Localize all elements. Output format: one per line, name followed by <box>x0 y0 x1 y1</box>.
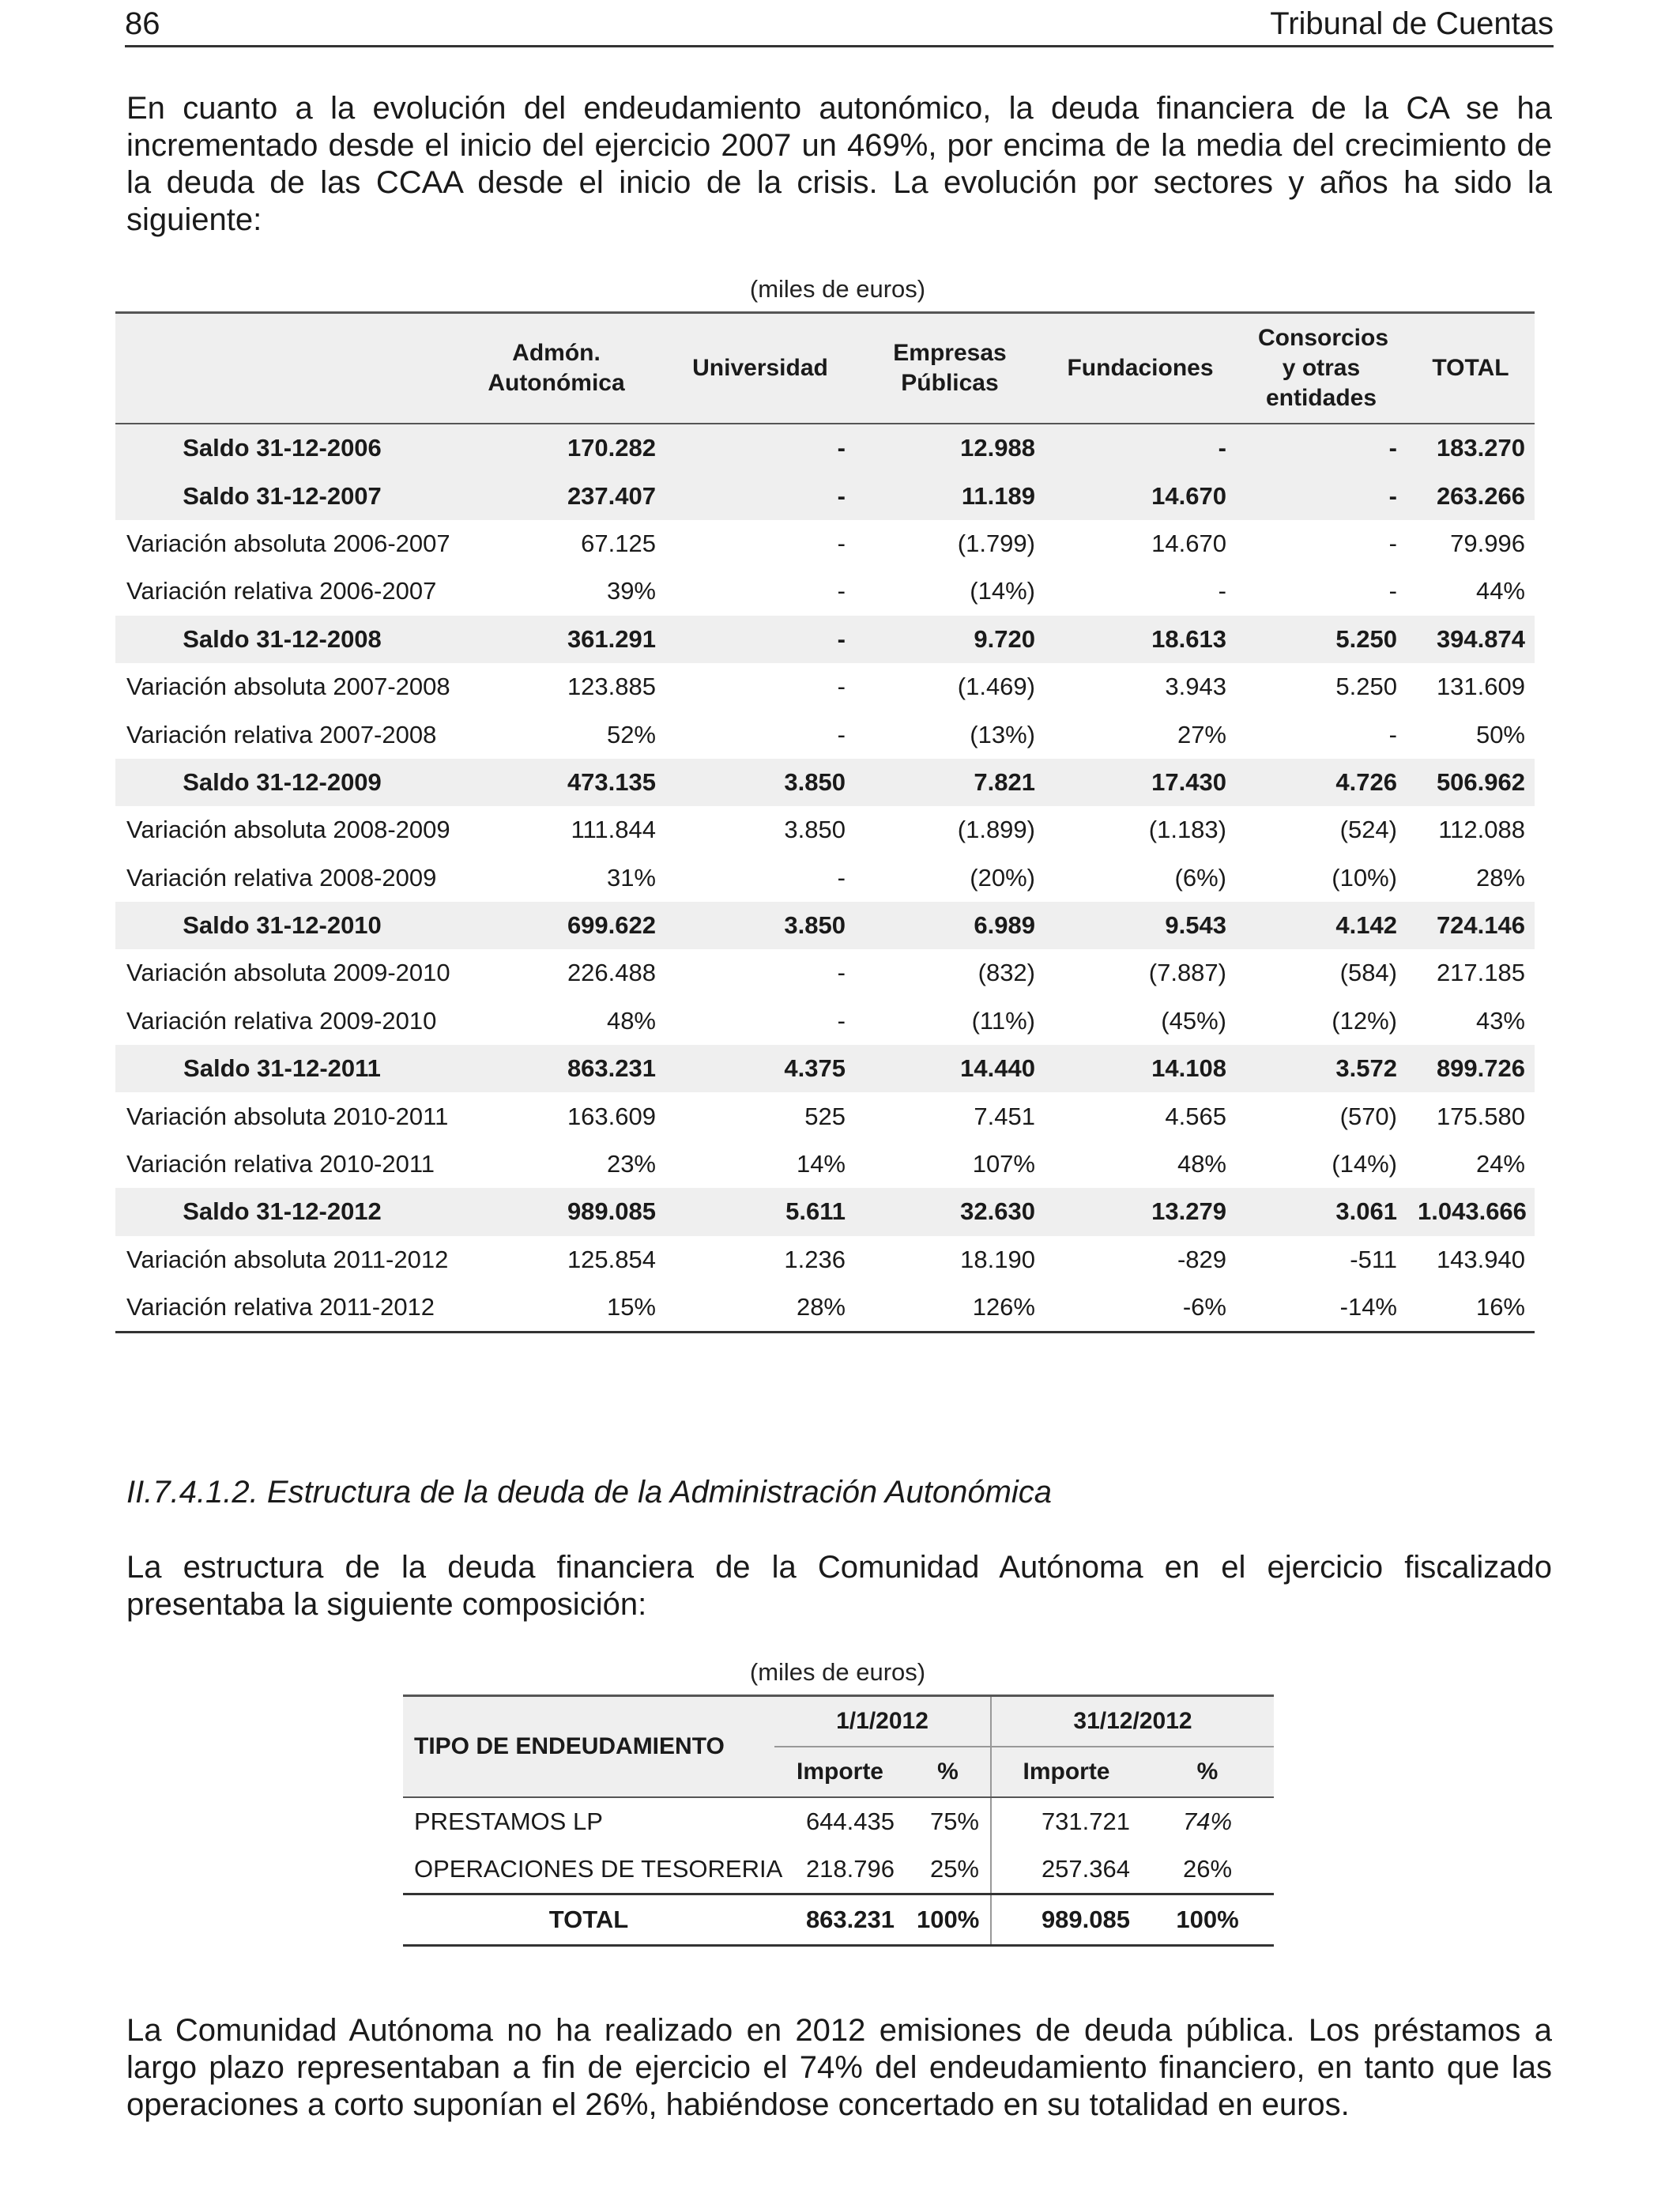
cell: 75% <box>929 1808 979 1835</box>
cell: (6%) <box>1174 863 1226 892</box>
cell: 473.135 <box>447 759 665 806</box>
row-label: OPERACIONES DE TESORERIA <box>414 1855 783 1883</box>
cell: 13.279 <box>1045 1188 1236 1235</box>
variation-row <box>115 854 1535 902</box>
cell: 4.375 <box>665 1045 855 1092</box>
cell: 9.720 <box>855 616 1045 663</box>
cell: 67.125 <box>581 529 656 557</box>
cell: 143.940 <box>1436 1245 1525 1273</box>
cell: (1.799) <box>957 529 1035 557</box>
cell: 7.821 <box>855 759 1045 806</box>
cell: 5.611 <box>665 1188 855 1235</box>
cell: (14%) <box>970 577 1035 605</box>
cell: (13%) <box>970 720 1035 748</box>
pct-header: % <box>906 1747 991 1797</box>
cell: 9.543 <box>1045 902 1236 949</box>
cell: 48% <box>1177 1150 1226 1178</box>
structure-paragraph: La estructura de la deuda financiera de la Comunidad Autónoma en el ejercicio fiscalizado presentaba la siguiente composición: <box>126 1550 1552 1622</box>
cell: 52% <box>606 720 656 748</box>
importe-header: Importe <box>774 1747 906 1797</box>
table2-header-row <box>403 1696 1274 1747</box>
cell: 28% <box>796 1293 846 1321</box>
cell: - <box>1388 529 1397 557</box>
cell: 43% <box>1475 1006 1525 1035</box>
cell: 14.108 <box>1045 1045 1236 1092</box>
cell: 14.670 <box>1151 529 1226 557</box>
date2-header: 31/12/2012 <box>991 1696 1274 1747</box>
cell: - <box>1218 577 1226 605</box>
table1-units: (miles de euros) <box>749 275 926 303</box>
row-label: Variación absoluta 2010-2011 <box>126 1102 449 1130</box>
cell: 989.085 <box>447 1188 665 1235</box>
cell: - <box>1045 424 1236 472</box>
variation-row <box>115 949 1535 997</box>
cell: 226.488 <box>567 959 656 987</box>
cell: - <box>837 863 846 892</box>
publisher-name: Tribunal de Cuentas <box>1270 6 1554 41</box>
cell: 3.061 <box>1236 1188 1407 1235</box>
cell: (20%) <box>970 863 1035 892</box>
row-label: TOTAL <box>403 1894 774 1946</box>
row-label: Variación relativa 2007-2008 <box>126 720 437 748</box>
cell: 6.989 <box>855 902 1045 949</box>
row-label: Variación relativa 2008-2009 <box>126 863 437 892</box>
row-label: Variación absoluta 2009-2010 <box>126 959 450 987</box>
cell: 218.796 <box>805 1855 895 1883</box>
cell: 4.726 <box>1236 759 1407 806</box>
row-label: Saldo 31-12-2007 <box>115 472 447 519</box>
row-label: Variación relativa 2010-2011 <box>126 1150 435 1178</box>
section-title: II.7.4.1.2. Estructura de la deuda de la Administración Autonómica <box>126 1475 1053 1510</box>
row-label: Variación absoluta 2006-2007 <box>126 529 450 557</box>
cell: - <box>1388 577 1397 605</box>
table-row <box>403 1845 1274 1894</box>
intro-paragraph: En cuanto a la evolución del endeudamiento autonómico, la deuda financiera de la CA se ha incrementado desde el inicio del ejercicio 2007 un 469%, por encima de la media del crecimiento de la deuda de las CCAA desde el inicio de la crisis. La evolución por sectores y años ha sido la siguiente: <box>126 91 1552 237</box>
cell: (10%) <box>1332 863 1397 892</box>
cell: 644.435 <box>805 1808 895 1835</box>
cell: - <box>665 424 855 472</box>
pct-header: % <box>1141 1747 1274 1797</box>
cell: 3.850 <box>784 816 846 844</box>
cell: (1.469) <box>957 673 1035 701</box>
cell: 163.609 <box>567 1102 656 1130</box>
variation-row <box>115 1236 1535 1284</box>
cell: 44% <box>1475 577 1525 605</box>
cell: (1.899) <box>957 816 1035 844</box>
cell: 863.231 <box>447 1045 665 1092</box>
table1-header-cell: Admón. Autonómica <box>447 313 665 424</box>
cell: 16% <box>1475 1293 1525 1321</box>
cell: - <box>665 472 855 519</box>
cell: 23% <box>606 1150 656 1178</box>
cell: (832) <box>977 959 1035 987</box>
cell: 899.726 <box>1407 1045 1535 1092</box>
cell: - <box>837 1006 846 1035</box>
row-label: Saldo 31-12-2011 <box>115 1045 447 1092</box>
variation-row <box>115 997 1535 1045</box>
cell: 100% <box>1141 1894 1274 1946</box>
page-number: 86 <box>125 6 160 41</box>
cell: 26% <box>1182 1855 1233 1883</box>
cell: 14.440 <box>855 1045 1045 1092</box>
row-label: Variación absoluta 2011-2012 <box>126 1245 449 1273</box>
row-label: Saldo 31-12-2008 <box>115 616 447 663</box>
cell: 361.291 <box>447 616 665 663</box>
table1-header-cell: Empresas Públicas <box>855 313 1045 424</box>
cell: 28% <box>1475 863 1525 892</box>
variation-row <box>115 1284 1535 1333</box>
cell: -6% <box>1182 1293 1226 1321</box>
cell: 31% <box>606 863 656 892</box>
cell: 699.622 <box>447 902 665 949</box>
cell: -829 <box>1177 1245 1226 1273</box>
saldo-row <box>115 759 1535 806</box>
cell: - <box>1388 720 1397 748</box>
cell: 24% <box>1475 1150 1525 1178</box>
cell: 32.630 <box>855 1188 1045 1235</box>
cell: 217.185 <box>1436 959 1525 987</box>
cell: 17.430 <box>1045 759 1236 806</box>
cell: 14% <box>796 1150 846 1178</box>
variation-row <box>115 567 1535 615</box>
cell: 107% <box>972 1150 1035 1178</box>
variation-row <box>115 520 1535 567</box>
total-row <box>403 1894 1274 1946</box>
saldo-row <box>115 902 1535 949</box>
cell: - <box>837 577 846 605</box>
cell: 14.670 <box>1045 472 1236 519</box>
saldo-row <box>115 472 1535 519</box>
row-label: Saldo 31-12-2010 <box>115 902 447 949</box>
row-label: Variación relativa 2006-2007 <box>126 577 437 605</box>
cell: 27% <box>1177 720 1226 748</box>
closing-paragraph: La Comunidad Autónoma no ha realizado en 2012 emisiones de deuda pública. Los préstamos a largo plazo representaban a fin de ejercicio el 74% del endeudamiento financiero, en tanto que las operaciones a corto suponían el 26%, habiéndose concertado en su totalidad en euros. <box>126 2013 1552 2122</box>
cell: 18.190 <box>960 1245 1035 1273</box>
cell: (12%) <box>1332 1006 1397 1035</box>
table1-header-cell: TOTAL <box>1407 313 1535 424</box>
cell: 12.988 <box>855 424 1045 472</box>
cell: 50% <box>1475 720 1525 748</box>
cell: 25% <box>929 1855 979 1883</box>
cell: 4.565 <box>1165 1102 1226 1130</box>
cell: (45%) <box>1161 1006 1226 1035</box>
cell: 175.580 <box>1436 1102 1525 1130</box>
variation-row <box>115 711 1535 758</box>
cell: 3.572 <box>1236 1045 1407 1092</box>
row-label: Variación relativa 2009-2010 <box>126 1006 437 1035</box>
cell: (1.183) <box>1148 816 1226 844</box>
cell: 15% <box>606 1293 656 1321</box>
table2-units: (miles de euros) <box>749 1658 926 1686</box>
cell: 263.266 <box>1407 472 1535 519</box>
cell: 74% <box>1182 1808 1233 1835</box>
cell: 48% <box>606 1006 656 1035</box>
cell: 11.189 <box>855 472 1045 519</box>
saldo-row <box>115 1188 1535 1235</box>
cell: 3.850 <box>665 759 855 806</box>
cell: - <box>837 959 846 987</box>
table1-header-row <box>115 313 1535 424</box>
cell: 237.407 <box>447 472 665 519</box>
cell: (11%) <box>971 1006 1035 1035</box>
saldo-row <box>115 424 1535 472</box>
page-header <box>125 6 1554 47</box>
cell: 1.043.666 <box>1407 1188 1535 1235</box>
table1-header-cell: Universidad <box>665 313 855 424</box>
cell: - <box>837 529 846 557</box>
variation-row <box>115 806 1535 854</box>
cell: 111.844 <box>571 816 656 844</box>
cell: 100% <box>906 1894 991 1946</box>
cell: 126% <box>972 1293 1035 1321</box>
cell: (570) <box>1339 1102 1397 1130</box>
row-label: Variación relativa 2011-2012 <box>126 1293 435 1321</box>
cell: 125.854 <box>567 1245 656 1273</box>
table1-header-cell <box>115 313 447 424</box>
cell: - <box>837 673 846 701</box>
cell: (7.887) <box>1148 959 1226 987</box>
cell: 39% <box>606 577 656 605</box>
table1-body <box>115 424 1535 1333</box>
cell: 506.962 <box>1407 759 1535 806</box>
variation-row <box>115 1092 1535 1140</box>
cell: 79.996 <box>1450 529 1525 557</box>
cell: 394.874 <box>1407 616 1535 663</box>
saldo-row <box>115 1045 1535 1092</box>
debt-structure-table <box>403 1695 1274 1947</box>
table1-header-cell: Fundaciones <box>1045 313 1236 424</box>
importe-header: Importe <box>991 1747 1141 1797</box>
variation-row <box>115 1140 1535 1188</box>
cell: -14% <box>1339 1293 1397 1321</box>
row-label: Saldo 31-12-2009 <box>115 759 447 806</box>
row-label: PRESTAMOS LP <box>414 1808 603 1835</box>
row-label: Saldo 31-12-2012 <box>115 1188 447 1235</box>
debt-evolution-table <box>115 311 1535 1333</box>
cell: 18.613 <box>1045 616 1236 663</box>
cell: -511 <box>1350 1245 1397 1273</box>
cell: 7.451 <box>974 1102 1035 1130</box>
cell: 3.943 <box>1165 673 1226 701</box>
cell: 123.885 <box>567 673 656 701</box>
row-label: Variación absoluta 2008-2009 <box>126 816 450 844</box>
cell: 863.231 <box>774 1894 906 1946</box>
table-row <box>403 1797 1274 1845</box>
cell: - <box>1236 424 1407 472</box>
cell: 112.088 <box>1438 816 1525 844</box>
cell: (14%) <box>1332 1150 1397 1178</box>
cell: 724.146 <box>1407 902 1535 949</box>
cell: 1.236 <box>784 1245 846 1273</box>
cell: 525 <box>804 1102 846 1130</box>
cell: (584) <box>1339 959 1397 987</box>
date1-header: 1/1/2012 <box>774 1696 991 1747</box>
cell: 5.250 <box>1236 616 1407 663</box>
cell: 3.850 <box>665 902 855 949</box>
cell: 5.250 <box>1335 673 1397 701</box>
cell: - <box>1236 472 1407 519</box>
variation-row <box>115 663 1535 711</box>
cell: 257.364 <box>991 1845 1141 1894</box>
saldo-row <box>115 616 1535 663</box>
cell: 4.142 <box>1236 902 1407 949</box>
table1-header-cell: Consorcios y otras entidades <box>1236 313 1407 424</box>
row-label: Variación absoluta 2007-2008 <box>126 673 450 701</box>
row-label: Saldo 31-12-2006 <box>115 424 447 472</box>
cell: 989.085 <box>991 1894 1141 1946</box>
cell: 183.270 <box>1407 424 1535 472</box>
cell: - <box>837 720 846 748</box>
cell: - <box>665 616 855 663</box>
cell: 131.609 <box>1436 673 1525 701</box>
cell: 170.282 <box>447 424 665 472</box>
type-header: TIPO DE ENDEUDAMIENTO <box>403 1696 774 1798</box>
cell: 731.721 <box>991 1797 1141 1845</box>
cell: (524) <box>1339 816 1397 844</box>
